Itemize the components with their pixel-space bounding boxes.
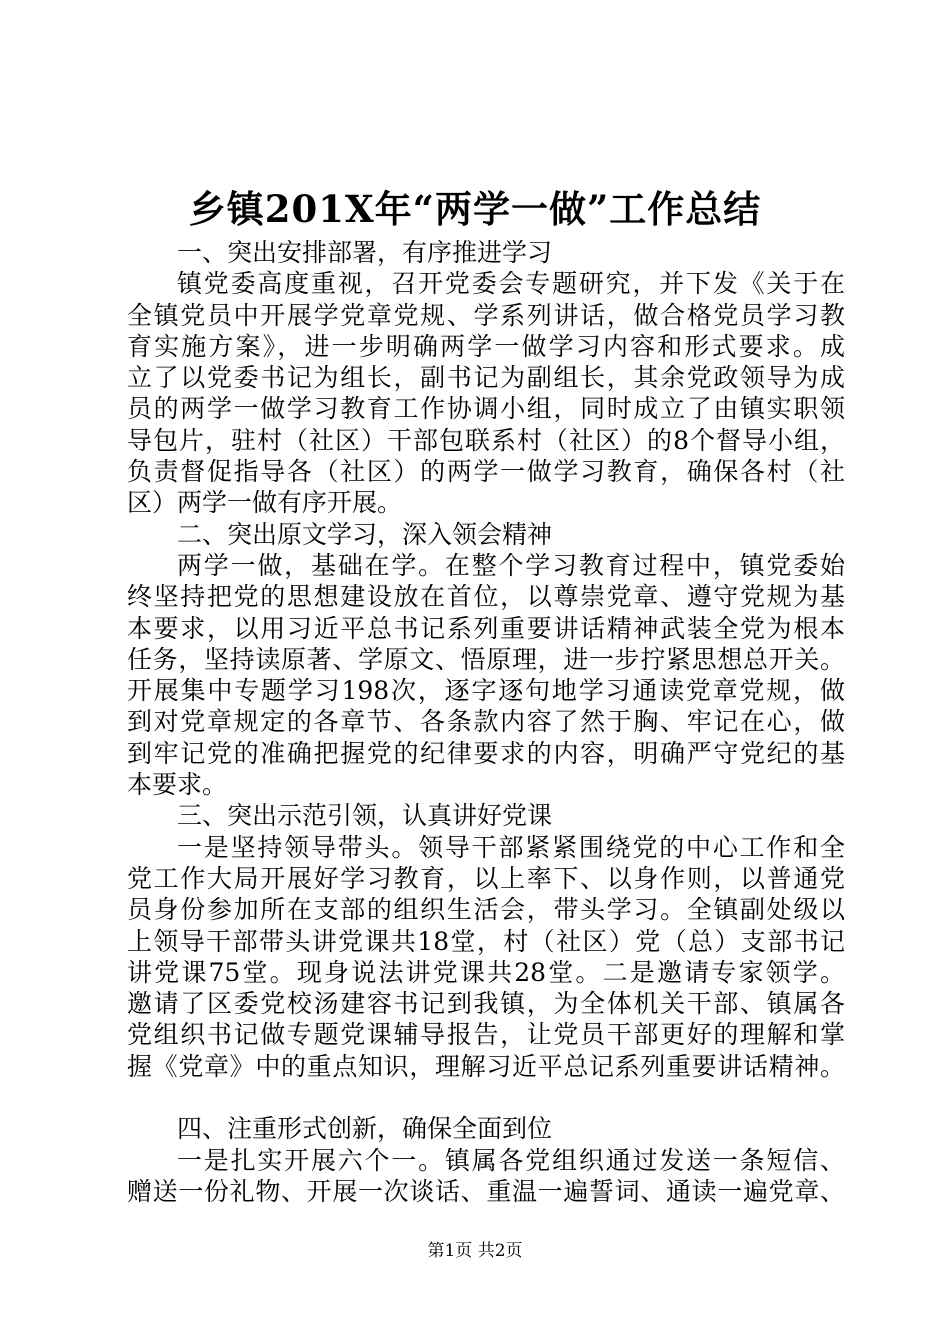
paragraph-line: 镇党委高度重视，召开党委会专题研究，并下发《关于在 (177, 269, 845, 299)
paragraph-line: 讲党课75堂。现身说法讲党课共28堂。二是邀请专家领学。 (127, 957, 845, 987)
paragraph-line: 一是坚持领导带头。领导干部紧紧围绕党的中心工作和全 (177, 832, 845, 862)
paragraph-line: 员身份参加所在支部的组织生活会，带头学习。全镇副处级以 (127, 895, 845, 925)
paragraph-line: 开展集中专题学习198次，逐字逐句地学习通读党章党规，做 (127, 676, 845, 706)
paragraph-line: 立了以党委书记为组长，副书记为副组长，其余党政领导为成 (127, 363, 845, 393)
paragraph-line: 两学一做，基础在学。在整个学习教育过程中，镇党委始 (177, 550, 845, 580)
paragraph-line: 本要求，以用习近平总书记系列重要讲话精神武装全党为根本 (127, 613, 845, 643)
section-heading-2: 二、突出原文学习，深入领会精神 (177, 519, 553, 549)
paragraph-line: 握《党章》中的重点知识，理解习近平总记系列重要讲话精神。 (127, 1051, 845, 1081)
section-heading-3: 三、突出示范引领，认真讲好党课 (177, 801, 553, 831)
paragraph-line: 本要求。 (127, 770, 228, 800)
paragraph-line: 党工作大局开展好学习教育，以上率下、以身作则，以普通党 (127, 863, 845, 893)
document-title: 乡镇201X年“两学一做”工作总结 (188, 187, 762, 231)
document-body (127, 237, 845, 1207)
paragraph-line: 到牢记党的准确把握党的纪律要求的内容，明确严守党纪的基 (127, 738, 845, 768)
paragraph-line: 赠送一份礼物、开展一次谈话、重温一遍誓词、通读一遍党章、 (127, 1176, 845, 1206)
section-heading-1: 一、突出安排部署，有序推进学习 (177, 238, 553, 267)
paragraph-line: 邀请了区委党校汤建容书记到我镇，为全体机关干部、镇属各 (127, 989, 845, 1019)
paragraph-line: 到对党章规定的各章节、各条款内容了然于胸、牢记在心，做 (127, 707, 845, 737)
paragraph-line: 上领导干部带头讲党课共18堂，村（社区）党（总）支部书记 (127, 926, 845, 956)
paragraph-line: 导包片，驻村（社区）干部包联系村（社区）的8个督导小组， (127, 425, 845, 455)
paragraph-line: 全镇党员中开展学党章党规、学系列讲话，做合格党员学习教 (127, 300, 845, 330)
paragraph-line: 区）两学一做有序开展。 (127, 488, 403, 518)
paragraph-line: 任务，坚持读原著、学原文、悟原理，进一步拧紧思想总开关。 (127, 644, 845, 674)
paragraph-line: 终坚持把党的思想建设放在首位，以尊崇党章、遵守党规为基 (127, 582, 845, 612)
page-footer: 第1页 共2页 (427, 1241, 523, 1261)
paragraph-line: 员的两学一做学习教育工作协调小组，同时成立了由镇实职领 (127, 394, 845, 424)
blank-line (127, 1082, 845, 1113)
section-heading-4: 四、注重形式创新，确保全面到位 (177, 1114, 553, 1144)
paragraph-line: 负责督促指导各（社区）的两学一做学习教育，确保各村（社 (127, 457, 845, 487)
paragraph-line: 育实施方案》，进一步明确两学一做学习内容和形式要求。成 (127, 331, 845, 361)
paragraph-line: 党组织书记做专题党课辅导报告，让党员干部更好的理解和掌 (127, 1020, 845, 1050)
paragraph-line: 一是扎实开展六个一。镇属各党组织通过发送一条短信、 (177, 1145, 845, 1175)
